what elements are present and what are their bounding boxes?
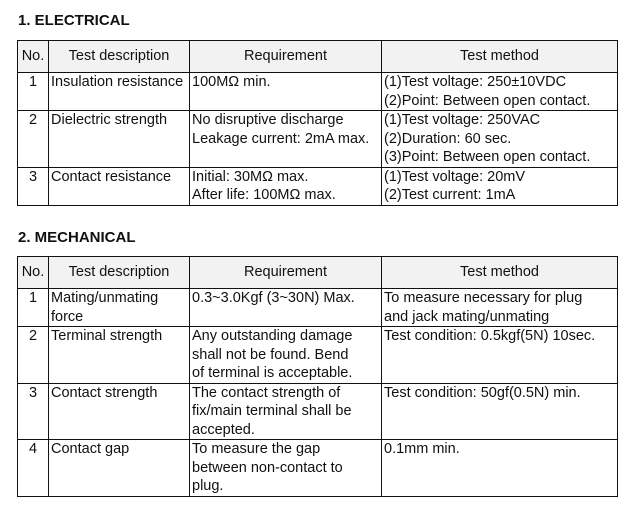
requirement-line: Initial: 30MΩ max.	[192, 168, 309, 185]
row-requirement	[190, 327, 382, 384]
row-requirement	[190, 111, 382, 168]
row-number: 3	[18, 383, 49, 440]
method-line: (1)Test voltage: 250±10VDC	[384, 74, 567, 90]
row-method	[382, 440, 618, 497]
requirement-line: 100MΩ min.	[192, 74, 271, 90]
method-line: (2)Point: Between open contact.	[384, 92, 591, 109]
requirement-line: To measure the gap	[192, 441, 321, 457]
row-requirement	[190, 167, 382, 205]
row-number: 2	[18, 111, 49, 168]
requirement-line: After life: 100MΩ max.	[192, 187, 336, 203]
table-row	[18, 327, 618, 384]
mechanical-section-title: 2. MECHANICAL	[18, 229, 136, 246]
method-line: (1)Test voltage: 20mV	[384, 168, 526, 185]
row-method	[382, 167, 618, 205]
requirement-line: shall not be found. Bend	[192, 346, 349, 363]
header-description: Test description	[49, 41, 190, 73]
method-line: To measure necessary for plug	[384, 290, 583, 306]
description-line: Terminal strength	[51, 328, 163, 344]
header-method: Test method	[382, 41, 618, 73]
mechanical-header-row	[18, 257, 618, 289]
row-method	[382, 383, 618, 440]
requirement-line: 0.3~3.0Kgf (3~30N) Max.	[192, 290, 355, 306]
electrical-table	[17, 40, 618, 206]
header-description: Test description	[49, 257, 190, 289]
table-row	[18, 73, 618, 111]
header-no: No.	[18, 257, 49, 289]
mechanical-table	[17, 256, 618, 497]
row-requirement	[190, 440, 382, 497]
description-line: Contact gap	[51, 441, 130, 457]
description-line: Contact strength	[51, 384, 158, 401]
requirement-line: Leakage current: 2mA max.	[192, 130, 370, 147]
electrical-section-title: 1. ELECTRICAL	[18, 12, 130, 29]
row-method	[382, 327, 618, 384]
row-method	[382, 289, 618, 327]
row-requirement	[190, 289, 382, 327]
requirement-line: accepted.	[192, 421, 255, 438]
table-row	[18, 289, 618, 327]
row-number: 4	[18, 440, 49, 497]
method-line: (3)Point: Between open contact.	[384, 149, 591, 165]
method-line: 0.1mm min.	[384, 441, 460, 457]
row-description: Contact resistance	[49, 167, 190, 205]
table-row	[18, 111, 618, 168]
requirement-line: No disruptive discharge	[192, 112, 344, 128]
requirement-line: of terminal is acceptable.	[192, 365, 353, 381]
method-line: and jack mating/unmating	[384, 308, 550, 325]
method-line: Test condition: 50gf(0.5N) min.	[384, 384, 581, 401]
row-description	[49, 383, 190, 440]
header-no: No.	[18, 41, 49, 73]
row-number: 1	[18, 73, 49, 111]
requirement-line: between non-contact to	[192, 459, 343, 476]
row-description: Dielectric strength	[49, 111, 190, 168]
row-description	[49, 327, 190, 384]
description-line: Mating/unmating	[51, 290, 159, 306]
row-requirement	[190, 383, 382, 440]
row-description	[49, 289, 190, 327]
row-number: 1	[18, 289, 49, 327]
row-number: 3	[18, 167, 49, 205]
table-row	[18, 440, 618, 497]
row-requirement	[190, 73, 382, 111]
description-line: force	[51, 308, 84, 325]
row-number: 2	[18, 327, 49, 384]
method-line: (1)Test voltage: 250VAC	[384, 112, 541, 128]
method-line: (2)Test current: 1mA	[384, 187, 516, 203]
header-method: Test method	[382, 257, 618, 289]
requirement-line: fix/main terminal shall be	[192, 403, 352, 419]
row-method	[382, 73, 618, 111]
method-line: (2)Duration: 60 sec.	[384, 130, 512, 147]
requirement-line: plug.	[192, 478, 224, 494]
header-requirement: Requirement	[190, 257, 382, 289]
table-row	[18, 383, 618, 440]
electrical-header-row	[18, 41, 618, 73]
requirement-line: The contact strength of	[192, 384, 341, 401]
row-method	[382, 111, 618, 168]
header-requirement: Requirement	[190, 41, 382, 73]
row-description: Insulation resistance	[49, 73, 190, 111]
requirement-line: Any outstanding damage	[192, 328, 353, 344]
table-row	[18, 167, 618, 205]
method-line: Test condition: 0.5kgf(5N) 10sec.	[384, 328, 596, 344]
row-description	[49, 440, 190, 497]
